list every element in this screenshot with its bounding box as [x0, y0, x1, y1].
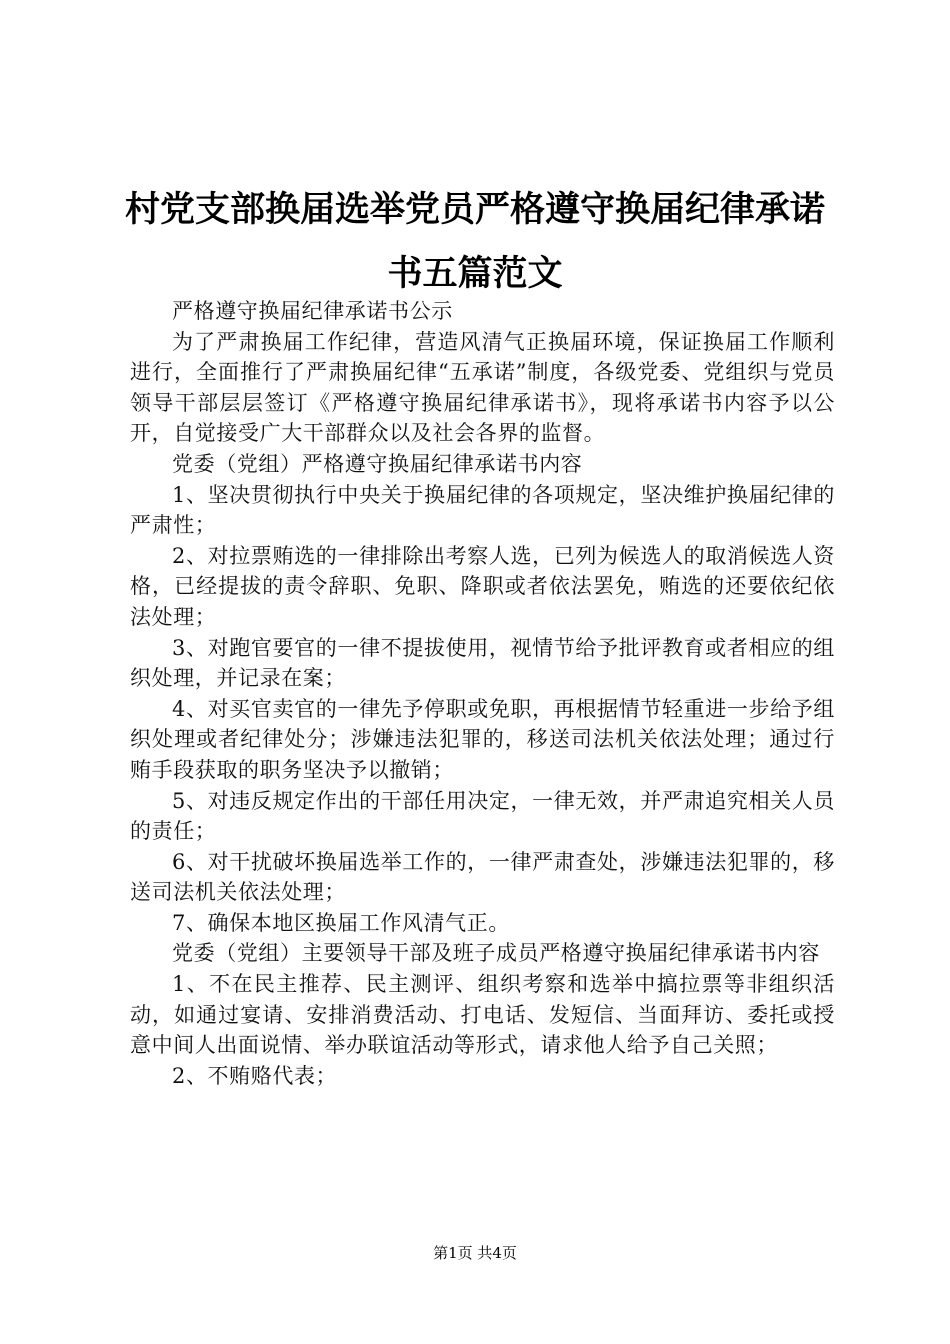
paragraph-7: 4、对买官卖官的一律先予停职或免职，再根据情节轻重进一步给予组织处理或者纪律处分；涉嫌违法犯罪的，移送司法机关依法处理；通过行贿手段获取的职务坚决予以撤销；: [130, 696, 835, 782]
paragraph-8: 5、对违反规定作出的干部任用决定，一律无效，并严肃追究相关人员的责任；: [130, 788, 835, 844]
paragraph-10: 7、确保本地区换届工作风清气正。: [172, 910, 510, 935]
page-number-footer: 第1页 共4页: [433, 1244, 517, 1262]
paragraph-1: 严格遵守换届纪律承诺书公示: [172, 299, 453, 323]
document-title: 村党支部换届选举党员严格遵守换届纪律承诺书五篇范文: [124, 189, 825, 294]
paragraph-11: 党委（党组）主要领导干部及班子成员严格遵守换届纪律承诺书内容: [172, 941, 820, 966]
paragraph-5: 2、对拉票贿选的一律排除出考察人选，已列为候选人的取消候选人资格，已经提拔的责令辞职、免职、降职或者依法罢免，贿选的还要依纪依法处理；: [130, 543, 835, 629]
paragraph-13: 2、不贿赂代表；: [172, 1063, 338, 1088]
paragraph-4: 1、坚决贯彻执行中央关于换届纪律的各项规定，坚决维护换届纪律的严肃性；: [130, 482, 835, 538]
paragraph-6: 3、对跑官要官的一律不提拔使用，视情节给予批评教育或者相应的组织处理，并记录在案；: [130, 635, 835, 691]
paragraph-12: 1、不在民主推荐、民主测评、组织考察和选举中搞拉票等非组织活动，如通过宴请、安排消费活动、打电话、发短信、当面拜访、委托或授意中间人出面说情、举办联谊活动等形式，请求他人给予自己关照；: [130, 972, 835, 1058]
paragraph-3: 党委（党组）严格遵守换届纪律承诺书内容: [172, 451, 583, 476]
document-body: [130, 296, 835, 1091]
paragraph-9: 6、对干扰破坏换届选举工作的，一律严肃查处，涉嫌违法犯罪的，移送司法机关依法处理；: [130, 849, 835, 905]
paragraph-2: 为了严肃换届工作纪律，营造风清气正换届环境，保证换届工作顺利进行，全面推行了严肃换届纪律“五承诺”制度，各级党委、党组织与党员领导干部层层签订《严格遵守换届纪律承诺书》，现将承诺书内容予以公开，自觉接受广大干部群众以及社会各界的监督。: [130, 329, 835, 446]
